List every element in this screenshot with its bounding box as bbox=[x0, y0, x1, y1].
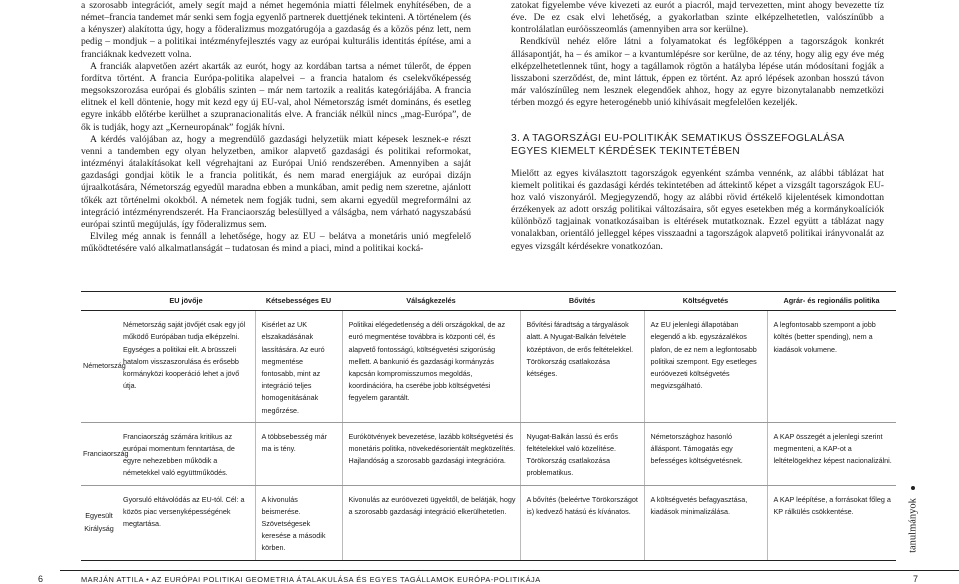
table-cell: Kisérlet az UK elszakadásának lassítására. Az euró megmentése fontosabb, mint az integráció teljes homogenitásának megőrzése. bbox=[255, 311, 342, 423]
section-heading-line-2: EGYES KIEMELT KÉRDÉSEK TEKINTETÉBEN bbox=[511, 146, 741, 157]
right-paragraph-1: zatokat figyelembe véve kivezeti az eurót a piacról, majd tervezetten, mint ahogy bevezette tíz éve. De ez csak elvi lehetőség, a gyakorlatban szinte elképzelhetetlen, valószínűbb a kontrolálatlan euróösszeomlás (amennyiben arra sor kerülne). bbox=[511, 0, 884, 36]
table-header-enlargement: Bővítés bbox=[520, 292, 644, 311]
table-cell: Politikai elégedetlenség a déli országokkal, de az euró megmentése továbbra is központi cél, és alapvető fontosságú, költségvetési szigorúság mellett. A bankunió és gazdasági kormányzás kapcsán kompromisszumos megoldás, koordinációra, ha cserébe jobb költségvetési fegyelem garantált. bbox=[342, 311, 520, 423]
table-cell: A legfontosabb szempont a jobb költés (better spending), nem a kiadások volumene. bbox=[767, 311, 896, 423]
section-heading bbox=[511, 133, 884, 158]
table-cell: Németország saját jövőjét csak egy jól működő Európában tudja elképzelni. Egységes a politikai elit. A brüsszeli hatalom visszaszorulása és erősebb kormányközi kooperáció lehet a jövő útja. bbox=[117, 311, 255, 423]
table-cell: A többsebesség már ma is tény. bbox=[255, 422, 342, 485]
table-header-two-speed-eu: Kétsebességes EU bbox=[255, 292, 342, 311]
table-header-eu-future: EU jövője bbox=[117, 292, 255, 311]
right-column bbox=[511, 0, 884, 253]
sidebar-dot bbox=[911, 486, 915, 490]
table-cell: Nyugat-Balkán lassú és erős feltételekkel való közelítése. Törökország csatlakozása problematikus. bbox=[520, 422, 644, 485]
row-header-label: Egyesült Királyság bbox=[84, 511, 114, 533]
left-paragraph-1: a szorosabb integrációt, amely segít majd a német hegemónia miatti félelmek enyhítésében, de a német–francia tandemet már senki sem fogja egyenlő partnerek duettjének tekinteni. A történelem (és a kényszer) alakította úgy, hogy a föderalizmus mozgatórugója a gazdaság és a közös pénz lett, nem pedig – mondjuk – a politikai intézményfejlesztés vagy az európai kulturális identitás építése, ami a franciáknak kedvezett volna. bbox=[81, 0, 471, 60]
table-cell: A költségvetés befagyasztása, kiadások minimalizálása. bbox=[644, 485, 767, 560]
table-header-budget: Költségvetés bbox=[644, 292, 767, 311]
left-column bbox=[81, 0, 471, 255]
table-cell: Németországhoz hasonló álláspont. Támogatás egy befességes költségvetésnek. bbox=[644, 422, 767, 485]
page-number-left: 6 bbox=[38, 574, 44, 584]
table-cell: A kivonulás beismerése. Szövetségesek keresése a második körben. bbox=[255, 485, 342, 560]
page-number-right: 7 bbox=[913, 574, 919, 584]
section-sidebar-tag bbox=[905, 496, 919, 556]
page-footer bbox=[0, 574, 959, 584]
section-heading-line-1: 3. A TAGORSZÁGI EU-POLITIKÁK SEMATIKUS ÖSSZEFOGLALÁSA bbox=[511, 133, 845, 145]
row-header-label: Németország bbox=[83, 361, 126, 371]
table-cell: Eurókötvények bevezetése, lazább költségvetési és monetáris politika, növekedésorientált megközelítés. Hajlandóság a szorosabb gazdasági integrációra. bbox=[342, 422, 520, 485]
row-header-uk bbox=[81, 485, 117, 560]
table-header-row bbox=[81, 292, 896, 311]
section-paragraph: Mielőtt az egyes kiválasztott tagországok egyenként számba vennénk, az alábbi táblázat hat kiemelt politikai és gazdasági kérdés tekintetében ad áttekintő képet a vizsgált tagországok EU-hoz való viszonyáról. Megjegyzendő, hogy az alábbi rövid értékelő kijelentések kimondottan érzékenyek az adott ország politikai változásaira, sőt egyes esetekben még a kormánykoalíciók különböző tagjainak vonatkozásaiban is eltérések mutatkoznak. Ezzel együtt a táblázat nagy vonalakban, orientáló jelleggel képes visszaadni a tagországok alapvető politikai irányvonalát az egyes vizsgált kérdésekre vonatkozóan. bbox=[511, 167, 884, 252]
footer-rule bbox=[60, 570, 959, 571]
left-paragraph-3: A kérdés valójában az, hogy a megrendülő gazdasági helyzetük miatt képesek lesznek-e részt venni a tandemben egy olyan helyzetben, amikor alapvető gazdasági és politikai reformokat, intézményi átalakításokat kell végrehajtani az Európai Unió rendszerében. Amennyiben a saját gazdasági gondjai kötik le a francia politikát, és nem marad energiájuk az európai dizájn újraalkotására, Németország egyedül maradna ebben a munkában, amit pedig nem szeretne, ajánlott tőkék azt történelmi okokból. A németek nem fogják tudni, sem akarni egyedül megreformálni az integráció intézményrendszerét. Ha Franciaország belesüllyed a válságba, nem várható nagyszabású európai szintű megújulás, így föderalizmus sem. bbox=[81, 133, 471, 230]
left-paragraph-2: A franciák alapvetően azért akarták az eurót, hogy az kordában tartsa a német túlerőt, de éppen fordítva történt. A francia Európa-politika alapelvei – a francia hatalom és cselekvőképesség megsokszorozása európai és globális szinten – már nem tartozik a realitás kategóriájába. A francia elitnek el kell döntenie, hogy mit kezd egy új EU-val, ahol Németország ismét domináns, és esetleg egyre inkább előtérbe kerülhet a szupranacionalitás elve. A franciák nélkül nincs „mag-Európa”, de ők is tudják, hogy azt „Kerneuropának” fogják hívni. bbox=[81, 60, 471, 133]
row-header-germany bbox=[81, 311, 126, 423]
row-header-label: Franciaország bbox=[83, 448, 129, 458]
table-row bbox=[81, 422, 896, 485]
table-cell: Gyorsuló eltávolódás az EU-tól. Cél: a közös piac versenyképességének megtartása. bbox=[117, 485, 255, 560]
section-sidebar-label: tanulmányok bbox=[907, 498, 919, 553]
row-header-france bbox=[81, 422, 129, 485]
table-header-crisis-management: Válságkezelés bbox=[342, 292, 520, 311]
table-cell: A KAP összegét a jelenlegi szerint megmenteni, a KAP-ot a leltételögekhez képest nacionalizálni. bbox=[767, 422, 896, 485]
table-row bbox=[81, 311, 896, 423]
table-cell: Franciaország számára kritikus az európai momentum fenntartása, de egyre nehezebben működik a németekkel való együttműködés. bbox=[117, 422, 255, 485]
running-head: MARJÁN ATTILA • AZ EURÓPAI POLITIKAI GEOMETRIA ÁTALAKULÁSA ÉS EGYES TAGÁLLAMOK EURÓPA-POLITIKÁJA bbox=[81, 575, 541, 584]
table-cell: Kivonulás az euróövezeti ügyektől, de belátják, hogy a szorosabb gazdasági integráció elkerülhetetlen. bbox=[342, 485, 520, 560]
table-cell: Az EU jelenlegi állapotában elegendő a kb. egyszázalékos plafon, de ez nem a legfontosabb politikai szempont. Egy esetleges euróövezeti költségvetés megvizsgálható. bbox=[644, 311, 767, 423]
table-cell: Bővítési fáradtság a tárgyalások alatt. A Nyugat-Balkán felvétele középtávon, de erős feltételekkel. Törökország csatlakozása kétséges. bbox=[520, 311, 644, 423]
table-header-agri-regional: Agrár- és regionális politika bbox=[767, 292, 896, 311]
table-cell: A KAP leépítése, a forrásokat főleg a KP rálkülés csökkentése. bbox=[767, 485, 896, 560]
table-row bbox=[81, 485, 896, 560]
comparison-table bbox=[81, 291, 896, 561]
table-header-corner bbox=[81, 292, 117, 311]
right-paragraph-2: Rendkívül nehéz előre látni a folyamatokat és legfőképpen a tagországok konkrét állásapontját, ha – és amikor – a kvantumlépésre sor kerülne, de az tény, hogy alig egy éve még elképzelhetetlennek tűnt, hogy a tagállamok rögtön a hatályba lépése után módosítani fogják a lisszaboni szerződést, de, mint láttuk, éppen ez történt. Az apró lépések azonban hosszú távon már valószínűleg nem lesznek elegendőek ahhoz, hogy az egyre bizonytalanabb nemzetközi térben mozgó és egyre heterogénebb unió kihívásait megfelelően kezeljék. bbox=[511, 36, 884, 109]
left-paragraph-4: Elvileg még annak is fennáll a lehetősége, hogy az EU – belátva a monetáris unió megfelelő működtetésére való alkalmatlanságát – tudatosan és mind a piaci, mind a politikai kocká- bbox=[81, 230, 471, 255]
table-cell: A bővítés (beleértve Törökországot is) kedvező hatású és kívánatos. bbox=[520, 485, 644, 560]
